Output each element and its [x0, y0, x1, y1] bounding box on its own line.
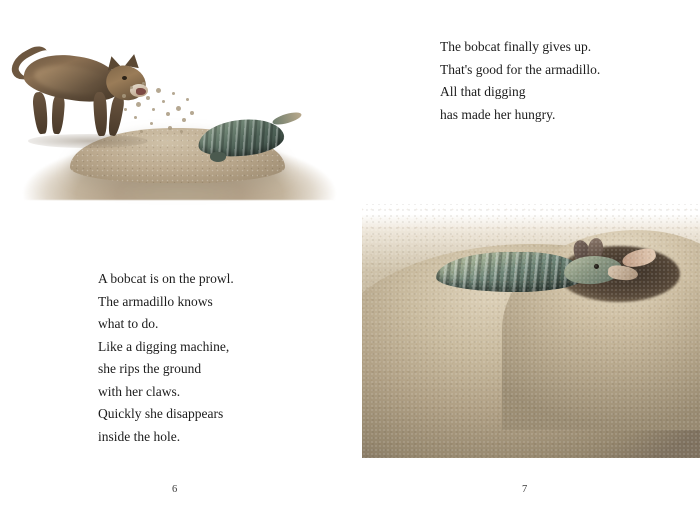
armadillo-tail: [271, 110, 302, 127]
page-number-right: 7: [522, 484, 528, 495]
text-line: inside the hole.: [98, 428, 181, 444]
text-line: All that digging: [440, 84, 526, 99]
text-line: she rips the ground: [98, 361, 202, 376]
sand-texture: [362, 204, 700, 458]
left-page-text-block: [98, 268, 328, 448]
right-page: [350, 0, 700, 521]
right-page-text-block: [440, 36, 690, 126]
armadillo-digging-figure: [180, 112, 300, 164]
bobcat-hind-leg-far: [32, 91, 49, 134]
text-line: The bobcat finally gives up.: [440, 39, 592, 54]
armadillo-in-sand-hole-illustration: [362, 204, 700, 458]
text-line: A bobcat is on the prowl.: [98, 271, 234, 286]
bobcat-hind-leg-near: [51, 94, 66, 135]
text-line: has made her hungry.: [440, 106, 556, 122]
armadillo-foot: [210, 152, 226, 162]
text-line: That's good for the armadillo.: [440, 61, 601, 77]
text-line: The armadillo knows: [98, 293, 213, 309]
text-line: what to do.: [98, 316, 159, 331]
text-line: with her claws.: [98, 383, 181, 399]
page-number-left: 6: [172, 484, 178, 495]
text-line: Like a digging machine,: [98, 338, 230, 354]
bobcat-chasing-armadillo-illustration: [0, 0, 350, 215]
text-line: Quickly she disappears: [98, 406, 224, 421]
